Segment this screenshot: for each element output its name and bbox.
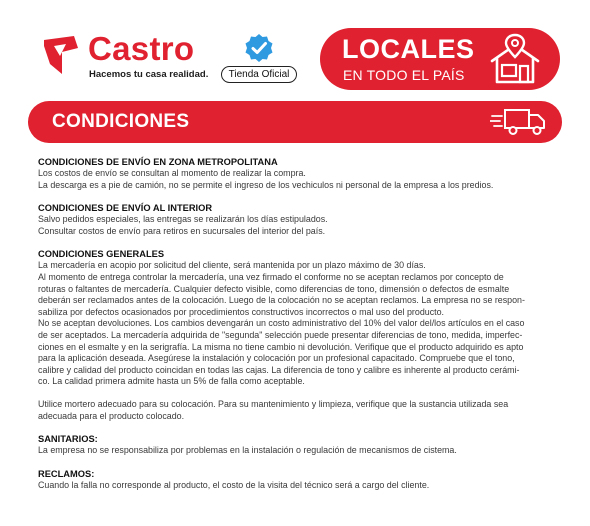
castro-logo-icon: [40, 34, 82, 78]
conditions-bar: [28, 101, 562, 143]
locales-title: LOCALES: [342, 34, 475, 64]
section-text-line: Consultar costos de envío para retiros en sucursales del interior del país.: [38, 225, 326, 236]
official-store-label: Tienda Oficial: [221, 66, 297, 83]
section-text-line: ciones en el esmalte y en la serigrafía. La misma no tiene cambio ni devolución. Verifique que el producto adquirido es apto: [38, 341, 524, 352]
section-text-line: Los costos de envío se consultan al momento de realizar la compra.: [38, 168, 306, 178]
section-text-line: adecuada para el producto colocado.: [38, 410, 185, 421]
section-text-line: de ser aceptados. La mercadería adquirida de "segunda" selección puede presentar diferencias de tono, medida, imperfec-: [38, 329, 523, 340]
section-text-line: Al momento de entrega controlar la mercadería, una vez firmado el conforme no se aceptan reclamos por concepto de: [38, 271, 504, 282]
store-location-icon: [488, 33, 542, 85]
section-text-line: Cuando la falla no corresponde al producto, el costo de la visita del técnico será a cargo del cliente.: [38, 479, 430, 490]
section-text-line: co. La calidad primera admite hasta un 5% de falla como aceptable.: [38, 376, 305, 387]
section-title: CONDICIONES DE ENVÍO AL INTERIOR: [38, 203, 213, 214]
section-text-line: La descarga es a pie de camión, no se permite el ingreso de los vechiculos ni personal de la empresa a los predios.: [38, 179, 494, 190]
section-text-line: No se aceptan devoluciones. Los cambios devengarán un costo administrativo del 10% del valor del/los artículos en el caso: [38, 318, 525, 329]
section-title: RECLAMOS:: [38, 468, 95, 479]
section-text-line: sabiliza por defectos ocasionados por procedimientos constructivos incorrectos o mal uso del producto.: [38, 306, 444, 317]
locales-subtitle: EN TODO EL PAÍS: [343, 67, 465, 83]
section-text-line: Salvo pedidos especiales, las entregas se realizarán los días estipulados.: [38, 214, 328, 225]
brand-logo[interactable]: [40, 30, 220, 84]
paragraph-spacer: [38, 388, 558, 399]
section-text-line: para la aplicación deseada. Asegúrese la instalación y colocación por un profesional capacitado. Compruebe que el tono,: [38, 353, 515, 364]
section-text-line: calibre y calidad del producto coincidan en todas las cajas. La diferencia de tono y calibre es inherente al producto cerámi-: [38, 364, 520, 375]
section-title: CONDICIONES GENERALES: [38, 249, 165, 260]
conditions-title: CONDICIONES: [52, 111, 190, 132]
section-title: SANITARIOS:: [38, 434, 98, 445]
section-text-line: deberán ser reclamados antes de la colocación. Luego de la colocación no se aceptan reclamos. La empresa no se respon-: [38, 295, 525, 306]
section-text-line: La mercadería en acopio por solicitud del cliente, será mantenida por un plazo máximo de 30 días.: [38, 260, 426, 271]
delivery-truck-icon: [490, 107, 548, 137]
official-store-badge: [219, 33, 299, 83]
section-text-line: roturas o faltantes de mercadería. Cualquier defecto visible, como diferencias de tono, dimensión o defectos de esmalte: [38, 283, 510, 294]
verified-check-icon: [244, 33, 274, 63]
section-sanitarios: [38, 433, 558, 457]
section-envio-metropolitana: [38, 156, 558, 191]
brand-name: Castro: [88, 30, 195, 67]
section-text-line: Utilice mortero adecuado para su colocación. Para su mantenimiento y limpieza, verifique que la sustancia utilizada sea: [38, 398, 509, 409]
brand-tagline: Hacemos tu casa realidad.: [89, 69, 209, 80]
section-condiciones-generales: [38, 248, 558, 422]
header: [0, 0, 590, 96]
section-text-line: La empresa no se responsabiliza por problemas en la instalación o regulación de mecanismos de cistema.: [38, 445, 457, 456]
section-title: CONDICIONES DE ENVÍO EN ZONA METROPOLITANA: [38, 157, 278, 167]
locales-banner[interactable]: [320, 28, 560, 90]
section-envio-interior: [38, 202, 558, 237]
conditions-content: [38, 156, 558, 502]
section-reclamos: [38, 468, 558, 492]
